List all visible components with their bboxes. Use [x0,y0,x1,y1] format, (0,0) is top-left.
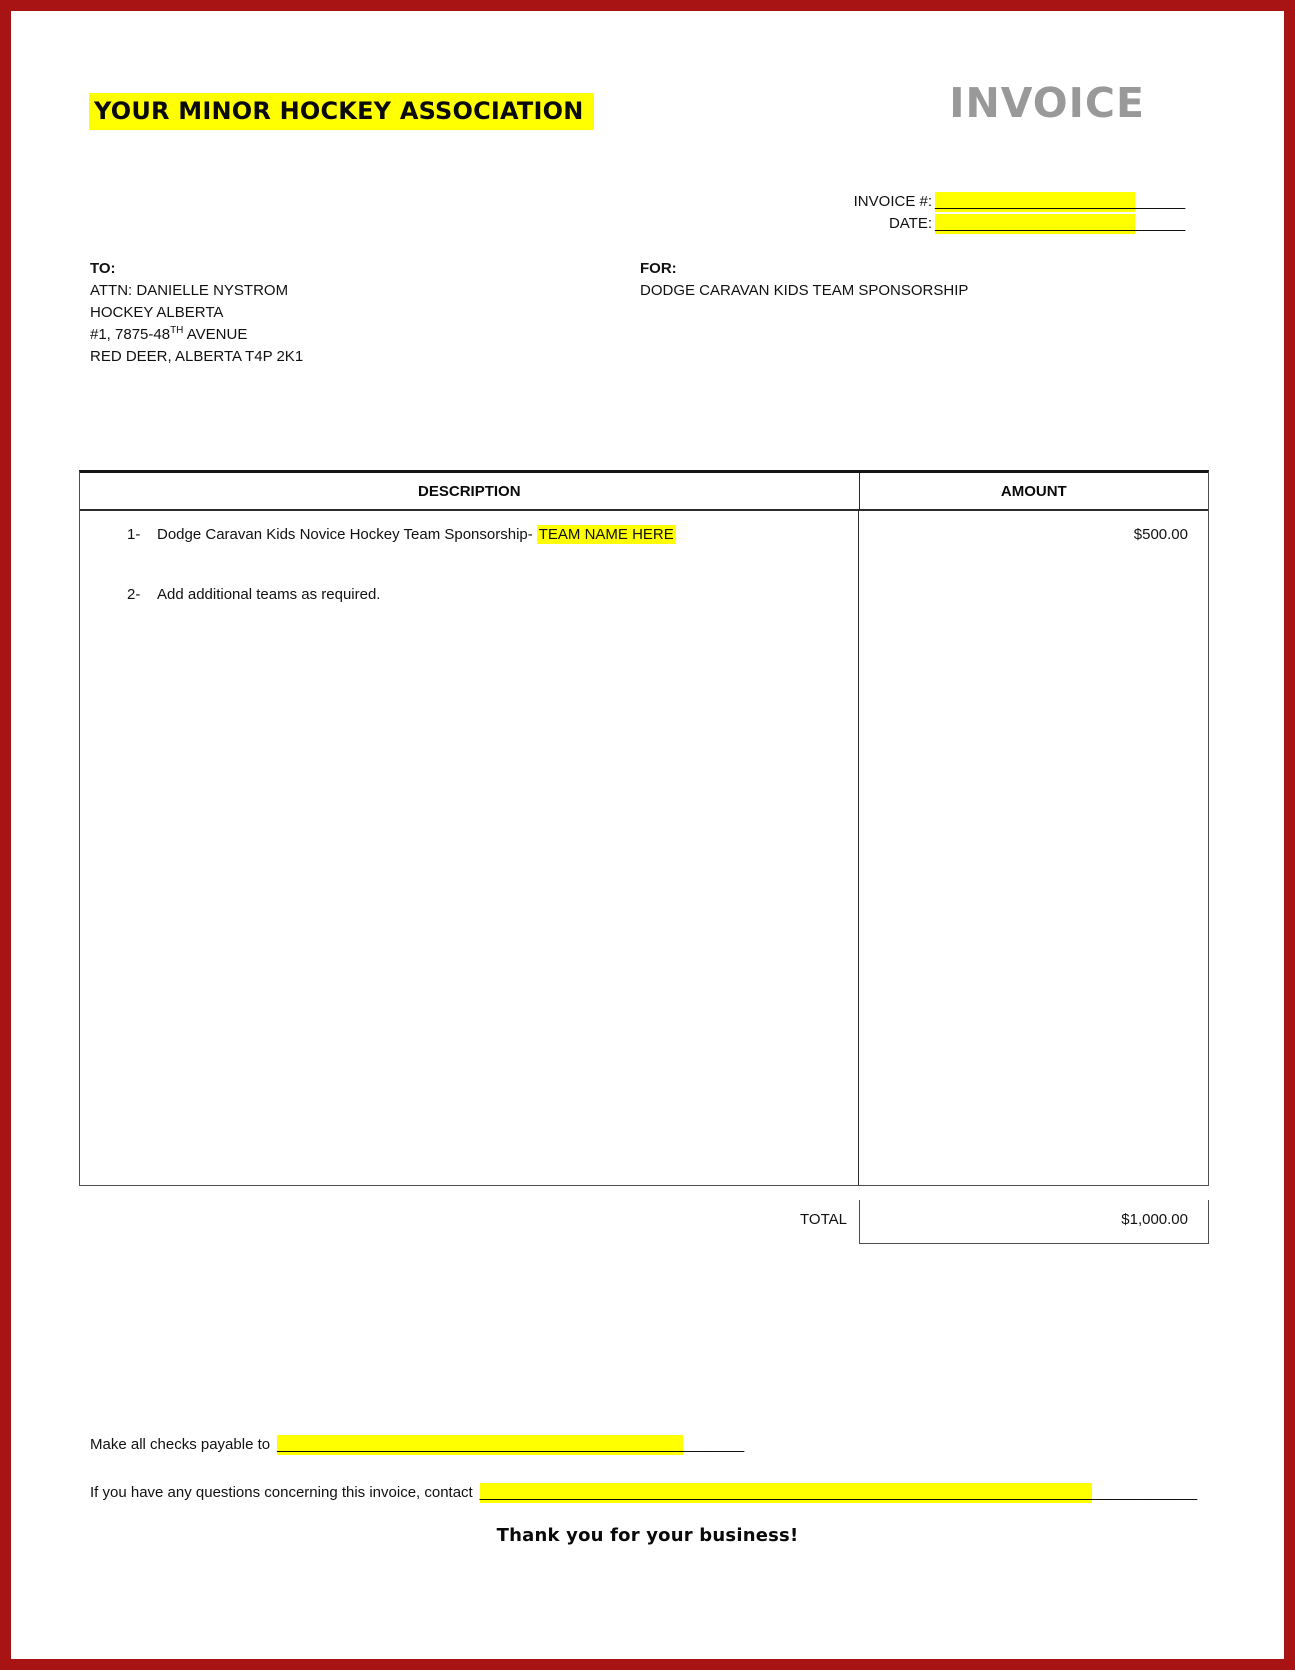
invoice-date-row [854,214,1186,234]
description-column-header: DESCRIPTION [418,483,521,500]
invoice-date-field[interactable]: ______________________________ [935,215,1186,232]
for-description: DODGE CARAVAN KIDS TEAM SPONSORSHIP [640,282,969,299]
thank-you-message: Thank you for your business! [496,1525,799,1546]
to-city-line: RED DEER, ALBERTA T4P 2K1 [90,348,304,365]
table-row [80,526,850,543]
line-item-amount: $500.00 [1133,526,1188,543]
amount-column [858,511,1208,1185]
item-description: Add additional teams as required. [157,586,381,603]
checks-payable-field[interactable]: ________________________________________________________ [277,1436,745,1453]
invoice-heading: INVOICE [949,79,1145,127]
item-number: 1- [127,526,141,543]
invoice-number-field[interactable]: ______________________________ [935,193,1186,210]
questions-contact-line [90,1483,1198,1503]
amount-column-header: AMOUNT [859,473,1208,509]
for-label: FOR: [640,260,677,277]
bill-to-block [90,258,303,368]
checks-payable-line [90,1435,745,1455]
invoice-number-row [853,192,1186,212]
total-row [79,1200,1209,1244]
invoice-meta [853,192,1186,236]
item-description: Dodge Caravan Kids Novice Hockey Team Sponsorship- TEAM NAME HERE [157,526,674,543]
to-label: TO: [90,260,116,277]
table-row [80,586,850,603]
questions-contact-text: If you have any questions concerning this invoice, contact [90,1484,473,1501]
checks-payable-text: Make all checks payable to [90,1436,271,1453]
team-name-placeholder[interactable]: TEAM NAME HERE [538,526,674,543]
table-body [80,511,1208,1185]
total-amount: $1,000.00 [859,1200,1209,1244]
questions-contact-field[interactable]: ______________________________________________________________________________________ [479,1484,1198,1501]
page-content [11,11,1284,1659]
total-label: TOTAL [800,1211,847,1228]
table-header-row [80,473,1208,511]
street-ordinal-superscript: TH [170,325,184,336]
invoice-number-label: INVOICE #: [853,193,932,210]
invoice-for-block [640,258,968,302]
item-number: 2- [127,586,141,603]
to-org-line: HOCKEY ALBERTA [90,304,224,321]
to-attn-line: ATTN: DANIELLE NYSTROM [90,282,289,299]
line-items-table [79,470,1209,1186]
to-street-line: #1, 7875-48TH AVENUE [90,325,248,343]
company-title: YOUR MINOR HOCKEY ASSOCIATION [89,93,594,130]
invoice-date-label: DATE: [888,215,932,232]
